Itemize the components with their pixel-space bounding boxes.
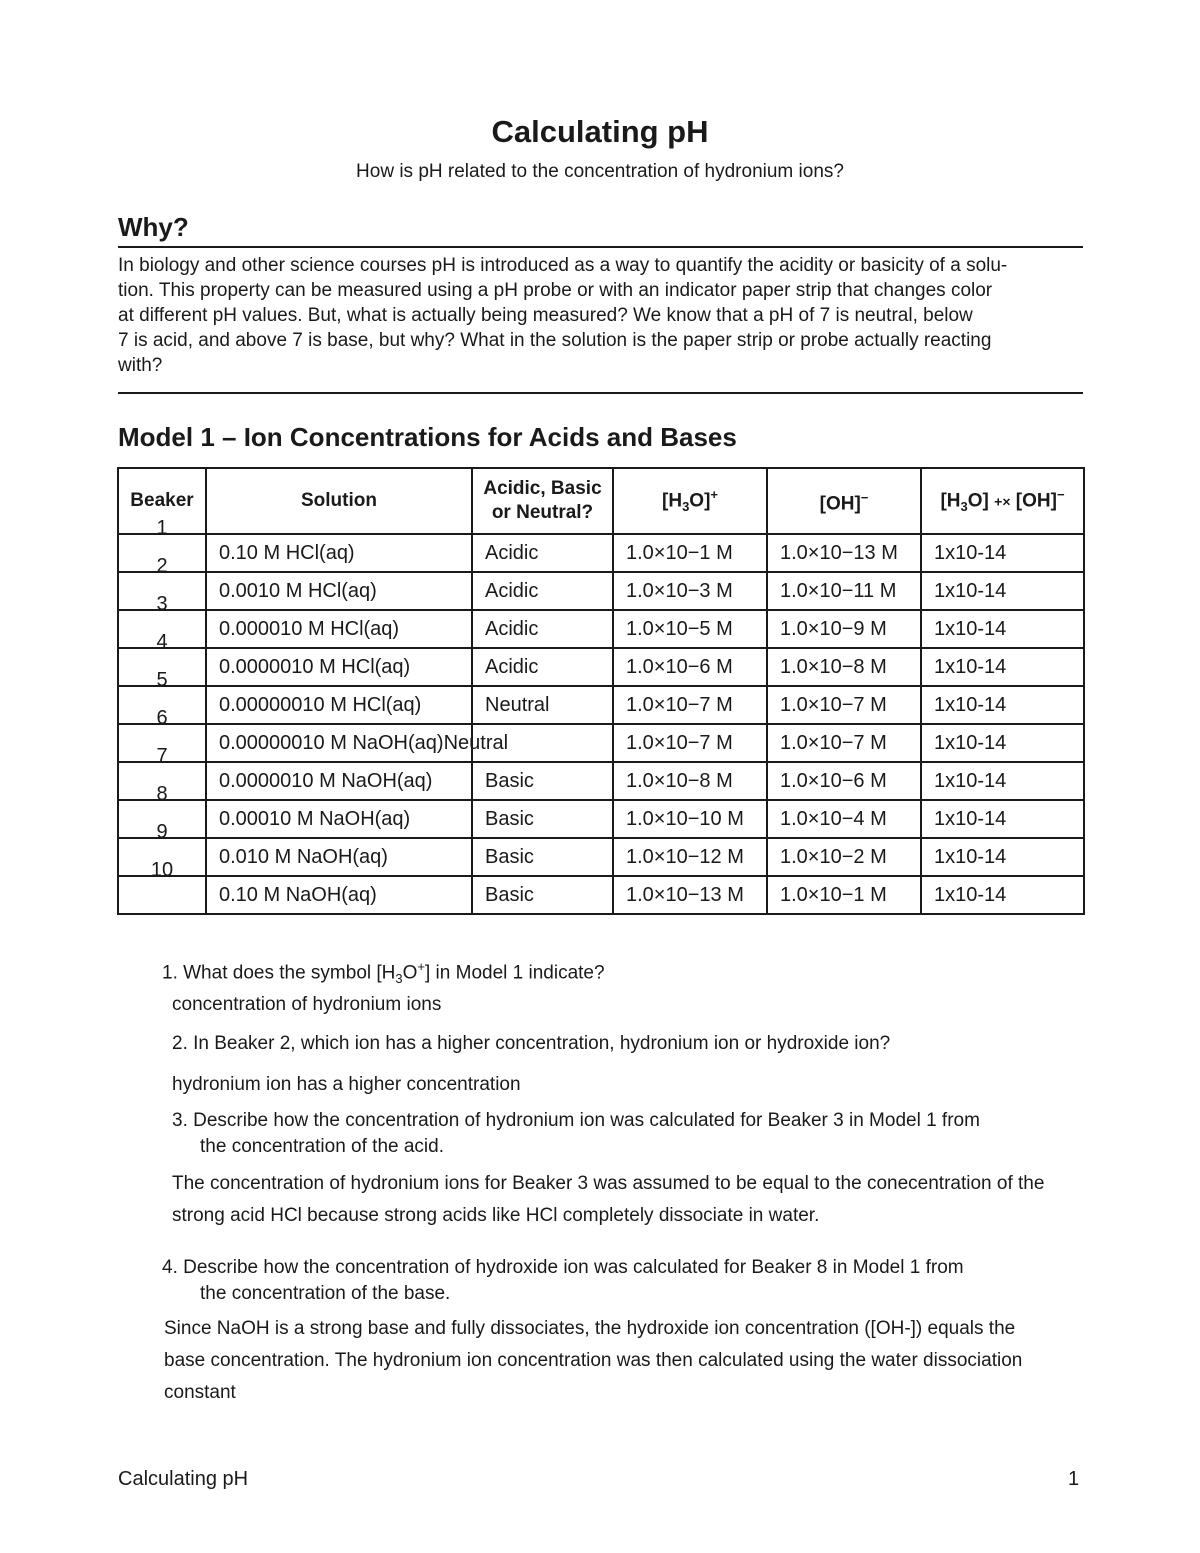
beaker-number: 2 xyxy=(118,572,206,610)
answer-2: hydronium ion has a higher concentration xyxy=(172,1074,521,1095)
why-heading: Why? xyxy=(118,212,189,242)
model-heading: Model 1 – Ion Concentrations for Acids and Bases xyxy=(118,422,737,452)
oh-cell: 1.0×10−9 M xyxy=(767,610,921,648)
why-line: at different pH values. But, what is actually being measured? We know that a pH of 7 is neutral, below xyxy=(118,305,973,326)
beaker-number: 5 xyxy=(118,686,206,724)
product-cell: 1x10-14 xyxy=(921,724,1084,762)
oh-cell: 1.0×10−2 M xyxy=(767,838,921,876)
question-line: the concentration of the base. xyxy=(200,1283,451,1304)
solution-cell: 0.00000010 M NaOH(aq)Neutral xyxy=(206,724,472,762)
col-header-product: $[H_3O] +\times [OH]^-$ xyxy=(921,468,1084,534)
product-cell: 1x10-14 xyxy=(921,572,1084,610)
col-header-type-line: Acidic, Basic xyxy=(483,478,602,499)
table-header-row xyxy=(118,468,1084,534)
beaker-number: 7 xyxy=(118,762,206,800)
question-line: 4. Describe how the concentration of hydroxide ion was calculated for Beaker 8 in Model 1 from xyxy=(162,1257,964,1278)
table-row xyxy=(118,800,1084,838)
table-row xyxy=(118,610,1084,648)
ion-concentration-table xyxy=(117,467,1085,915)
product-cell: 1x10-14 xyxy=(921,762,1084,800)
why-line: In biology and other science courses pH is introduced as a way to quantify the acidity or basicity of a solu- xyxy=(118,255,1008,276)
table-row xyxy=(118,724,1084,762)
table-row xyxy=(118,762,1084,800)
table-row xyxy=(118,876,1084,914)
oh-cell: 1.0×10−7 M xyxy=(767,724,921,762)
solution-cell: 0.10 M NaOH(aq) xyxy=(206,876,472,914)
why-line: with? xyxy=(118,355,163,376)
product-cell: 1x10-14 xyxy=(921,648,1084,686)
answer-3 xyxy=(172,1168,1044,1232)
type-cell: Acidic xyxy=(472,534,613,572)
table-row xyxy=(118,572,1084,610)
question-1: 1. What does the symbol $[H_3O^+]$ in Model 1 indicate? xyxy=(162,959,605,987)
beaker-number: 8 xyxy=(118,800,206,838)
solution-cell: 0.0010 M HCl(aq) xyxy=(206,572,472,610)
h3o-cell: 1.0×10−7 M xyxy=(613,686,767,724)
divider xyxy=(118,392,1083,394)
h3o-cell: 1.0×10−12 M xyxy=(613,838,767,876)
beaker-number: 3 xyxy=(118,610,206,648)
page-subtitle: How is pH related to the concentration of hydronium ions? xyxy=(356,161,844,182)
oh-cell: 1.0×10−13 M xyxy=(767,534,921,572)
question-line: the concentration of the acid. xyxy=(200,1136,444,1157)
oh-cell: 1.0×10−11 M xyxy=(767,572,921,610)
question-line: 3. Describe how the concentration of hydronium ion was calculated for Beaker 3 in Model 1 from xyxy=(172,1110,980,1131)
answer-line: strong acid HCl because strong acids like HCl completely dissociate in water. xyxy=(172,1205,820,1226)
why-paragraph xyxy=(118,253,1086,378)
question-3 xyxy=(172,1108,980,1160)
beaker-number: 9 xyxy=(118,838,206,876)
h3o-cell: 1.0×10−7 M xyxy=(613,724,767,762)
table-row xyxy=(118,686,1084,724)
product-cell: 1x10-14 xyxy=(921,838,1084,876)
type-cell: Acidic xyxy=(472,648,613,686)
type-cell: Acidic xyxy=(472,572,613,610)
type-cell: Acidic xyxy=(472,610,613,648)
h3o-cell: 1.0×10−13 M xyxy=(613,876,767,914)
type-cell: Basic xyxy=(472,876,613,914)
h3o-cell: 1.0×10−6 M xyxy=(613,648,767,686)
col-header-type-line: or Neutral? xyxy=(491,502,594,523)
solution-cell: 0.010 M NaOH(aq) xyxy=(206,838,472,876)
oh-cell: 1.0×10−1 M xyxy=(767,876,921,914)
col-header-oh: [OH]− xyxy=(767,468,921,534)
solution-cell: 0.000010 M HCl(aq) xyxy=(206,610,472,648)
beaker-number: 4 xyxy=(118,648,206,686)
solution-cell: 0.10 M HCl(aq) xyxy=(206,534,472,572)
oh-cell: 1.0×10−7 M xyxy=(767,686,921,724)
h3o-cell: 1.0×10−3 M xyxy=(613,572,767,610)
solution-cell: 0.0000010 M NaOH(aq) xyxy=(206,762,472,800)
why-line: tion. This property can be measured using a pH probe or with an indicator paper strip that changes color xyxy=(118,280,993,301)
solution-cell: 0.00000010 M HCl(aq) xyxy=(206,686,472,724)
col-header-solution: Solution xyxy=(206,468,472,534)
table-row xyxy=(118,648,1084,686)
answer-4 xyxy=(164,1313,1022,1409)
h3o-cell: 1.0×10−10 M xyxy=(613,800,767,838)
question-4 xyxy=(162,1255,964,1307)
footer-title: Calculating pH xyxy=(118,1468,249,1490)
product-cell: 1x10-14 xyxy=(921,610,1084,648)
type-cell: Basic xyxy=(472,838,613,876)
oh-cell: 1.0×10−8 M xyxy=(767,648,921,686)
answer-1: concentration of hydronium ions xyxy=(172,994,442,1015)
oh-cell: 1.0×10−6 M xyxy=(767,762,921,800)
col-header-h3o: $[H_3O]^+$ xyxy=(613,468,767,534)
answer-line: Since NaOH is a strong base and fully dissociates, the hydroxide ion concentration ([OH-]) equals the xyxy=(164,1318,1016,1339)
product-cell: 1x10-14 xyxy=(921,800,1084,838)
h3o-cell: 1.0×10−8 M xyxy=(613,762,767,800)
oh-cell: 1.0×10−4 M xyxy=(767,800,921,838)
beaker-number: 10 xyxy=(118,876,206,914)
product-cell: 1x10-14 xyxy=(921,876,1084,914)
h3o-cell: 1.0×10−1 M xyxy=(613,534,767,572)
page-number: 1 xyxy=(1068,1468,1080,1490)
product-cell: 1x10-14 xyxy=(921,534,1084,572)
table-row xyxy=(118,534,1084,572)
table-row xyxy=(118,838,1084,876)
solution-cell: 0.0000010 M HCl(aq) xyxy=(206,648,472,686)
why-line: 7 is acid, and above 7 is base, but why? What in the solution is the paper strip or probe actually reacting xyxy=(118,330,992,351)
col-header-beaker: Beaker xyxy=(118,468,206,534)
product-cell: 1x10-14 xyxy=(921,686,1084,724)
type-cell: Neutral xyxy=(472,686,613,724)
answer-line: The concentration of hydronium ions for Beaker 3 was assumed to be equal to the conecentration of the xyxy=(172,1173,1045,1194)
col-header-type xyxy=(472,468,613,534)
beaker-number: 1 xyxy=(118,534,206,572)
beaker-number: 6 xyxy=(118,724,206,762)
answer-line: constant xyxy=(164,1382,236,1403)
type-cell: Basic xyxy=(472,800,613,838)
h3o-cell: 1.0×10−5 M xyxy=(613,610,767,648)
question-2: 2. In Beaker 2, which ion has a higher concentration, hydronium ion or hydroxide ion? xyxy=(172,1033,891,1054)
answer-line: base concentration. The hydronium ion concentration was then calculated using the water dissociation xyxy=(164,1350,1023,1371)
page-title: Calculating pH xyxy=(491,114,709,149)
solution-cell: 0.00010 M NaOH(aq) xyxy=(206,800,472,838)
type-cell: Basic xyxy=(472,762,613,800)
divider xyxy=(118,246,1083,248)
